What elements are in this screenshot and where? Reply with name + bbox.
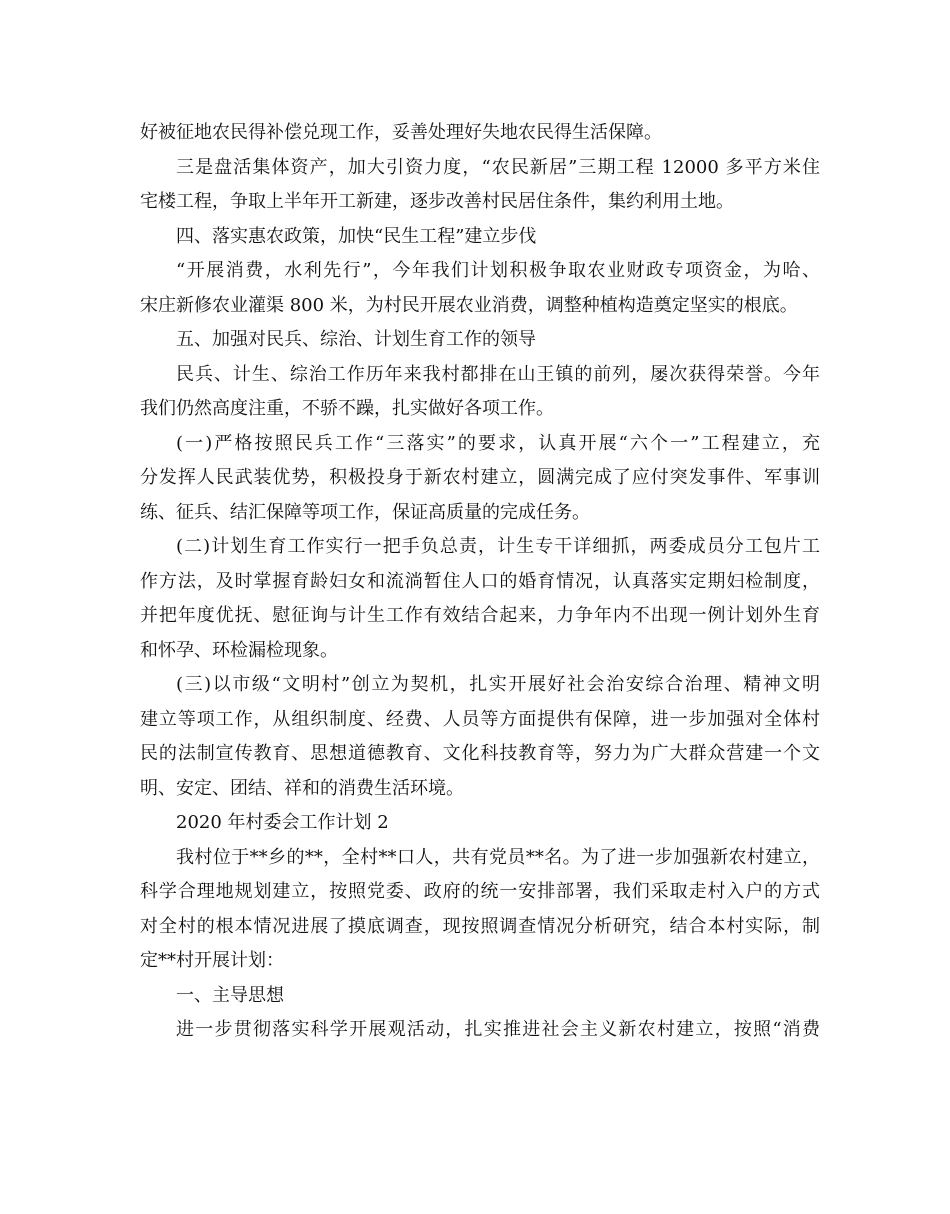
document-page <box>140 116 820 1048</box>
text-line: 民兵、计生、综治工作历年来我村都排在山王镇的前列，屡次获得荣誉。今年 <box>176 363 820 385</box>
text-line: 作方法，及时掌握育龄妇女和流淌暂住人口的婚育情况，认真落实定期妇检制度， <box>140 570 820 592</box>
text-line: “开展消费，水利先行”，今年我们计划积极争取农业财政专项资金，为哈、 <box>176 260 820 281</box>
text-line: 一、主导思想 <box>176 984 284 1006</box>
text-line: 五、加强对民兵、综治、计划生育工作的领导 <box>176 329 536 350</box>
text-line: 和怀孕、环检漏检现象。 <box>140 639 338 661</box>
text-line: 明、安定、团结、祥和的消费生活环境。 <box>140 777 464 799</box>
text-line: 我们仍然高度注重，不骄不躁，扎实做好各项工作。 <box>140 398 554 419</box>
text-line: 好被征地农民得补偿兑现工作，妥善处理好失地农民得生活保障。 <box>140 122 662 143</box>
text-line: 宋庄新修农业灌渠 800 米，为村民开展农业消费，调整种植构造奠定坚实的根底。 <box>140 294 798 316</box>
text-line: (三)以市级“文明村”创立为契机，扎实开展好社会治安综合治理、精神文明 <box>176 674 820 695</box>
text-line: 并把年度优抚、慰征询与计生工作有效结合起来，力争年内不出现一例计划外生育 <box>140 605 820 626</box>
text-line: (二)计划生育工作实行一把手负总责，计生专干详细抓，两委成员分工包片工 <box>176 536 820 557</box>
text-line: 四、落实惠农政策，加快“民生工程”建立步伐 <box>176 225 537 247</box>
text-line: 2020 年村委会工作计划 2 <box>176 812 389 833</box>
text-line: 对全村的根本情况进展了摸底调查，现按照调查情况分析研究，结合本村实际，制 <box>140 915 820 937</box>
text-line: 三是盘活集体资产，加大引资力度，“农民新居”三期工程 12000 多平方米住 <box>176 156 820 178</box>
text-line: (一)严格按照民兵工作“三落实”的要求，认真开展“六个一”工程建立，充 <box>176 432 820 454</box>
text-line: 练、征兵、结汇保障等项工作，保证高质量的完成任务。 <box>140 501 590 523</box>
text-line: 建立等项工作，从组织制度、经费、人员等方面提供有保障，进一步加强对全体村 <box>140 708 820 730</box>
text-line: 科学合理地规划建立，按照党委、政府的统一安排部署，我们采取走村入户的方式 <box>140 881 820 902</box>
text-line: 定**村开展计划： <box>140 950 284 971</box>
text-line: 民的法制宣传教育、思想道德教育、文化科技教育等，努力为广大群众营建一个文 <box>140 743 820 764</box>
text-line: 宅楼工程，争取上半年开工新建，逐步改善村民居住条件，集约利用土地。 <box>140 191 734 212</box>
text-line: 进一步贯彻落实科学开展观活动，扎实推进社会主义新农村建立，按照“消费 <box>176 1019 820 1040</box>
text-line: 分发挥人民武装优势，积极投身于新农村建立，圆满完成了应付突发事件、军事训 <box>140 467 820 488</box>
text-line: 我村位于**乡的**，全村**口人，共有党员**名。为了进一步加强新农村建立， <box>176 846 820 868</box>
